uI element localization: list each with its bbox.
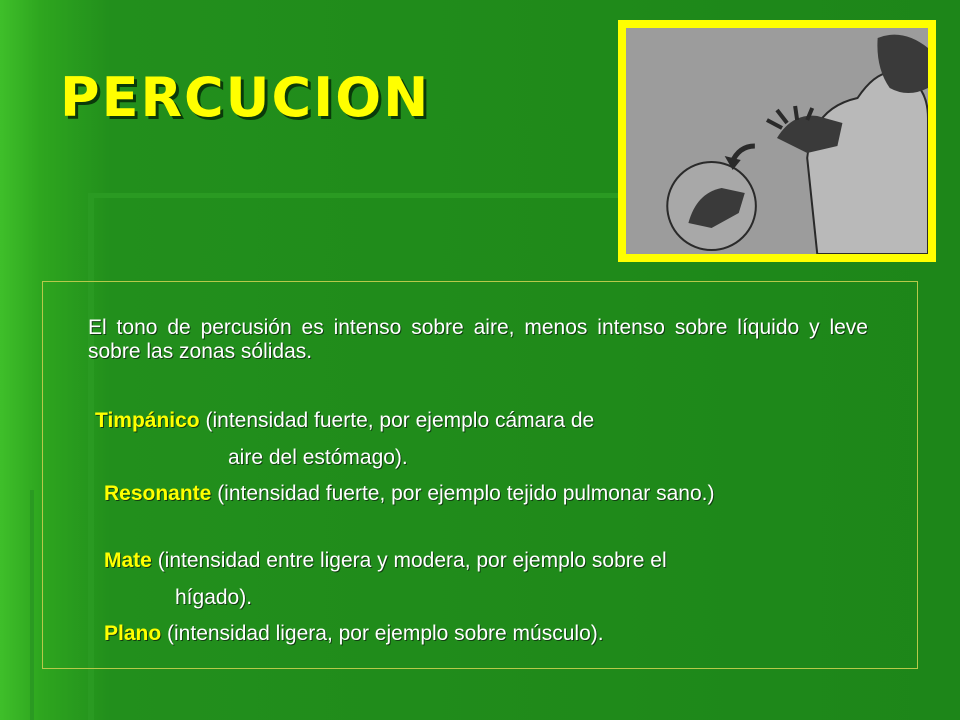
percussion-hands-image: [626, 28, 928, 254]
item-description: (intensidad fuerte, por ejemplo cámara de: [199, 409, 595, 432]
decorative-stripe: [88, 193, 618, 198]
item-timpanico-continued: aire del estómago).: [228, 446, 408, 469]
percussion-illustration: [626, 28, 928, 254]
item-plano: [104, 622, 604, 646]
item-mate: [104, 549, 667, 573]
item-description: (intensidad ligera, por ejemplo sobre músculo).: [161, 622, 604, 645]
item-mate-continued: hígado).: [175, 586, 253, 609]
term-label: Timpánico: [95, 409, 200, 432]
illustration-frame: [618, 20, 936, 262]
item-timpanico: [95, 409, 594, 433]
item-resonante: [104, 482, 714, 506]
term-label: Plano: [104, 622, 162, 645]
term-label: Mate: [104, 549, 152, 572]
decorative-stripe: [30, 490, 34, 720]
intro-text: El tono de percusión es intenso sobre aire, menos intenso sobre líquido y leve sobre las zonas sólidas.: [88, 316, 868, 363]
item-description: (intensidad entre ligera y modera, por ejemplo sobre el: [151, 549, 667, 572]
slide-title: PERCUCION: [60, 66, 431, 129]
term-label: Resonante: [104, 482, 212, 505]
item-description: (intensidad fuerte, por ejemplo tejido pulmonar sano.): [211, 482, 715, 505]
